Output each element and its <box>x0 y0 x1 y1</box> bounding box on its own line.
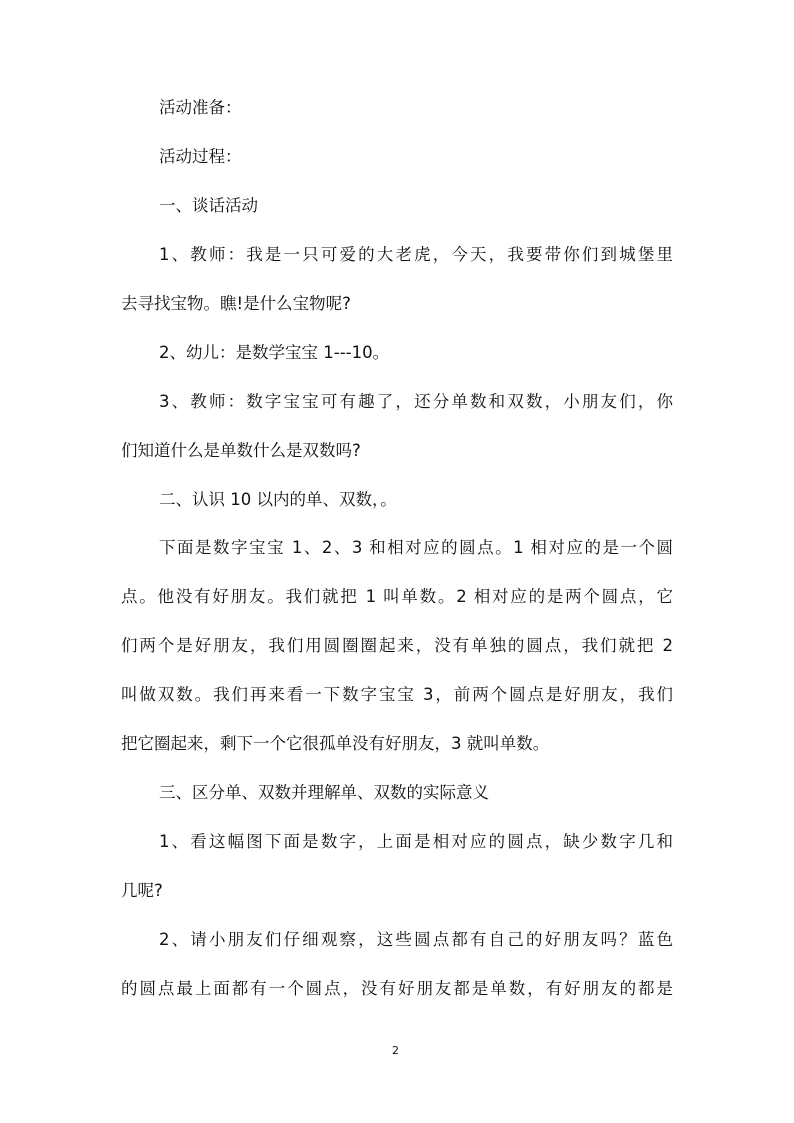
section-heading-talk-activity: 一、谈话活动 <box>159 196 258 215</box>
section-heading-recognize-numbers: 二、认识 10 以内的单、双数，。 <box>159 490 397 509</box>
paragraph-line: 们知道什么是单数什么是双数吗? <box>121 441 361 460</box>
paragraph-line: 点。他没有好朋友。我们就把 1 叫单数。2 相对应的是两个圆点，它 <box>121 587 673 606</box>
section-heading-distinguish-numbers: 三、区分单、双数并理解单、双数的实际意义 <box>159 783 489 802</box>
paragraph-line: 下面是数字宝宝 1、2、3 和相对应的圆点。1 相对应的是一个圆 <box>159 538 673 557</box>
paragraph-line: 3、教师：数字宝宝可有趣了，还分单数和双数，小朋友们，你 <box>159 392 673 411</box>
paragraph-line: 2、幼儿：是数学宝宝 1---10。 <box>159 343 390 362</box>
paragraph-line: 们两个是好朋友，我们用圆圈圈起来，没有单独的圆点，我们就把 2 <box>121 636 673 655</box>
page-number: 2 <box>392 1044 399 1057</box>
paragraph-line: 把它圈起来，剩下一个它很孤单没有好朋友，3 就叫单数。 <box>121 734 550 753</box>
heading-activity-process: 活动过程： <box>159 147 242 166</box>
paragraph-line: 1、教师：我是一只可爱的大老虎，今天，我要带你们到城堡里 <box>159 245 673 264</box>
paragraph-line: 2、请小朋友们仔细观察，这些圆点都有自己的好朋友吗？蓝色 <box>159 930 673 949</box>
paragraph-line: 的圆点最上面都有一个圆点，没有好朋友都是单数，有好朋友的都是 <box>121 979 673 998</box>
paragraph-line: 去寻找宝物。瞧!是什么宝物呢? <box>121 294 351 313</box>
paragraph-line: 几呢? <box>121 881 163 900</box>
paragraph-line: 叫做双数。我们再来看一下数字宝宝 3，前两个圆点是好朋友，我们 <box>121 685 673 704</box>
paragraph-line: 1、看这幅图下面是数字，上面是相对应的圆点，缺少数字几和 <box>159 832 673 851</box>
heading-activity-preparation: 活动准备： <box>159 98 242 117</box>
